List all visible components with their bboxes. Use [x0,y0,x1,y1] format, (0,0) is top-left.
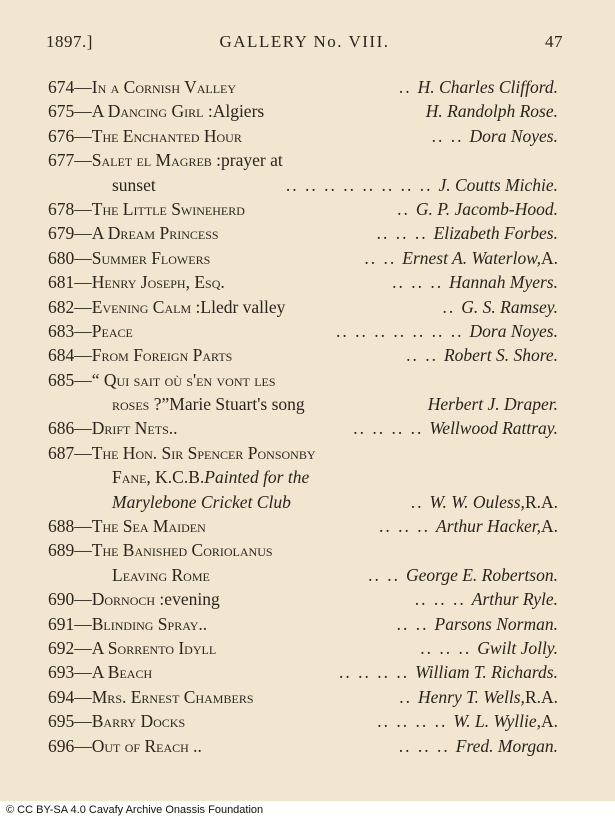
catalogue-entry [48,197,558,221]
leader-dots: .. .. .. [420,637,472,658]
leader-dots: .. .. .. .. .. .. .. [336,320,464,341]
header-title: GALLERY No. VIII. [219,32,390,51]
entry-number: 687— [48,442,92,463]
catalogue-entry [48,636,558,660]
catalogue-entry [48,734,558,758]
catalogue-entry [48,221,558,245]
artist-name: Fred. Morgan. [455,735,558,756]
leader-dots: .. .. .. [398,735,450,756]
entry-number: 677— [48,150,92,171]
artist-rank: A. [540,247,558,268]
artist-name: H. Randolph Rose. [425,101,558,122]
leader-dots: .. [397,198,410,219]
entry-number: 684— [48,345,92,366]
artist-name: G. S. Ramsey. [461,296,558,317]
entry-title: In a Cornish Valley [91,77,237,97]
license-footer: © CC BY-SA 4.0 Cavafy Archive Onassis Foundation [6,804,264,816]
artist-name: William T. Richards. [415,662,558,683]
entry-title: Out of Reach .. [91,735,202,756]
leader-dots: .. .. [368,564,401,585]
entry-title: The Enchanted Hour [91,125,242,146]
entry-title: Peace [91,320,133,341]
artist-rank: A. [540,711,558,732]
catalogue-entry [48,538,558,562]
entry-title: Salet el Magreb : [91,150,222,171]
header-year: 1897.] [46,32,93,51]
entry-continuation [48,490,558,514]
entry-title: Barry Docks [91,711,186,732]
leader-dots: .. .. [364,247,397,268]
artist-name: Robert S. Shore. [443,345,558,366]
entry-subtitle: Marie Stuart's song [169,394,305,415]
catalogue-entry [48,148,558,172]
leader-dots: .. .. .. [392,272,444,293]
catalogue-entry [48,685,558,709]
artist-name: Henry T. Wells, [417,686,525,707]
catalogue-entry [48,660,558,684]
entry-title: The Sea Maiden [91,516,206,537]
artist-name: Dora Noyes. [469,125,558,146]
entry-continuation [48,465,558,489]
entry-number: 681— [48,272,92,293]
entry-subtitle: Algiers [212,101,265,122]
artist-name: Arthur Ryle. [471,589,558,610]
leader-dots: .. [442,296,456,317]
catalogue-entry [48,295,558,319]
leader-dots: .. .. .. [414,589,466,610]
artist-name: Gwilt Jolly. [477,637,558,658]
catalogue-entry [48,75,558,99]
entry-title: Fane, K.C.B. [112,467,205,488]
entry-number: 691— [48,613,92,634]
artist-name: Ernest A. Waterlow, [402,247,541,268]
entry-title: The Hon. Sir Spencer Ponsonby [91,442,316,463]
artist-name: Dora Noyes. [469,320,558,341]
entry-title: Dornoch : [91,589,165,610]
artist-name: Wellwood Rattray. [429,418,558,439]
entry-subtitle: sunset [112,174,156,195]
page-number: 47 [545,32,563,51]
entry-subtitle: prayer at [221,150,283,171]
entry-number: 685— [48,369,92,390]
entry-note: Painted for the [204,467,310,488]
artist-rank: A. [540,516,558,537]
artist-name: Arthur Hacker, [436,516,541,537]
artist-name: J. Coutts Michie. [438,174,558,195]
entry-number: 693— [48,662,92,683]
catalogue-entry [48,343,558,367]
leader-dots: .. .. .. [379,516,430,537]
entry-number: 674— [48,77,92,97]
artist-rank: R.A. [524,686,558,707]
catalogue-entry [48,246,558,270]
entry-continuation [48,173,558,197]
page-header [46,32,563,56]
artist-name: W. W. Ouless, [429,491,525,512]
catalogue-entry [48,514,558,538]
entry-title: Leaving Rome [112,564,210,585]
artist-name: G. P. Jacomb-Hood. [415,198,558,219]
catalogue-entry [48,368,558,392]
leader-dots: .. .. .. .. [338,662,410,683]
entry-title: Henry Joseph, Esq. [91,272,225,293]
entry-title: Mrs. Ernest Chambers [91,686,254,707]
leader-dots: .. .. [431,125,464,146]
leader-dots: .. [399,686,412,707]
catalogue-entry [48,709,558,733]
leader-dots: .. [398,77,412,97]
entry-title: Drift Nets.. [91,418,178,439]
entry-title: A Dream Princess [91,223,219,244]
leader-dots: .. .. .. .. [377,711,448,732]
catalogue-entry [48,124,558,148]
catalogue-entry [48,270,558,294]
entry-continuation [48,563,558,587]
entry-title: A Sorrento Idyll [91,637,217,658]
entry-title: “ Qui sait où s'en vont les [91,369,276,390]
artist-name: W. L. Wyllie, [453,711,541,732]
leader-dots: .. .. .. [376,223,428,244]
catalogue-entry [48,587,558,611]
entry-number: 682— [48,296,92,317]
artist-name: H. Charles Clifford. [417,77,558,97]
catalogue-entry [48,416,558,440]
entry-number: 688— [48,516,92,537]
entry-number: 676— [48,125,92,146]
entry-number: 695— [48,711,92,732]
entry-note: Marylebone Cricket Club [112,491,291,512]
entry-number: 686— [48,418,92,439]
entry-number: 689— [48,540,92,561]
artist-name: George E. Robertson. [406,564,558,585]
catalogue-entry [48,319,558,343]
entry-number: 680— [48,247,92,268]
entry-title: The Little Swineherd [91,198,245,219]
entry-number: 675— [48,101,92,122]
entry-title: Evening Calm : [91,296,201,317]
entry-title: The Banished Coriolanus [91,540,273,561]
catalogue-entry [48,612,558,636]
leader-dots: .. .. [406,345,438,366]
entry-subtitle: evening [164,589,220,610]
artist-name: Herbert J. Draper. [427,394,558,415]
entry-title: roses ?” [112,394,170,415]
entry-number: 690— [48,589,92,610]
leader-dots: .. .. .. .. .. .. .. .. [285,174,433,195]
entry-title: A Dancing Girl : [91,101,213,122]
entry-continuation [48,392,558,416]
entry-title: Blinding Spray.. [91,613,208,634]
artist-name: Hannah Myers. [449,272,558,293]
entry-number: 679— [48,223,92,244]
entry-title: Summer Flowers [91,247,211,268]
catalogue-entry [48,99,558,123]
entry-subtitle: Lledr valley [200,296,286,317]
artist-rank: R.A. [524,491,558,512]
entry-number: 678— [48,198,92,219]
entries-list [48,75,558,758]
leader-dots: .. .. .. .. [353,418,424,439]
entry-title: From Foreign Parts [91,345,233,366]
entry-number: 694— [48,686,92,707]
artist-name: Elizabeth Forbes. [433,223,558,244]
entry-number: 692— [48,637,92,658]
leader-dots: .. .. [396,613,429,634]
entry-title: A Beach [91,662,153,683]
entry-number: 683— [48,320,92,341]
catalogue-entry [48,441,558,465]
artist-name: Parsons Norman. [434,613,558,634]
entry-number: 696— [48,735,92,756]
leader-dots: .. [410,491,424,512]
